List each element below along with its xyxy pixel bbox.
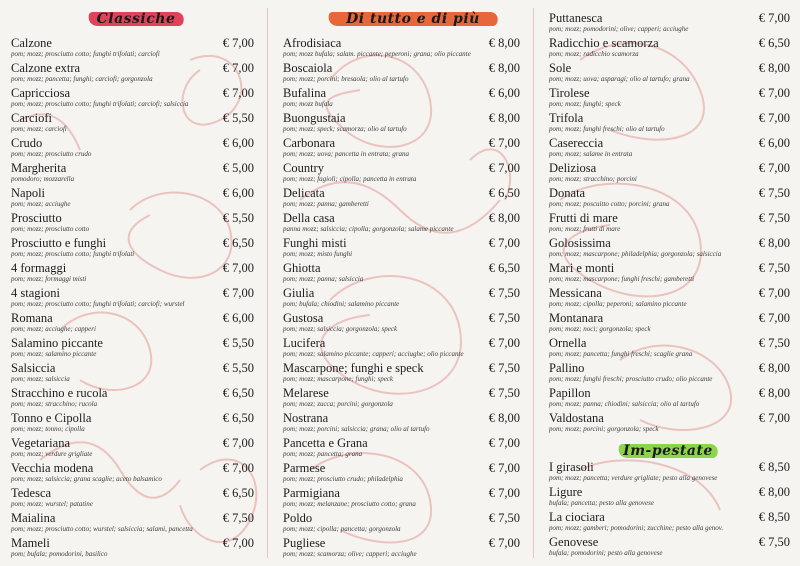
item-ingredients: pom; mozz; mascarpone; philadelphia; gorgonzola; salsiccia — [549, 250, 722, 258]
menu-item — [6, 61, 256, 86]
item-ingredients: pom; mozz; misto funghi — [283, 250, 353, 258]
item-price: € 5,50 — [222, 211, 254, 225]
item-name: Casereccia — [549, 136, 604, 150]
menu-item — [278, 211, 522, 236]
menu-item — [6, 136, 256, 161]
menu-item — [278, 386, 522, 411]
item-price: € 8,00 — [758, 236, 790, 250]
item-name: Puttanesca — [549, 11, 603, 25]
menu-item — [6, 186, 256, 211]
item-ingredients: pom; mozz; acciughe; capperi — [11, 325, 96, 333]
menu-item — [544, 161, 792, 186]
item-price: € 6,00 — [758, 136, 790, 150]
item-name: Ligure — [549, 485, 583, 499]
item-ingredients: pom; mozz; melanzane; prosciutto cotto; grana — [283, 500, 416, 508]
item-price: € 7,00 — [758, 411, 790, 425]
menu-item — [6, 211, 256, 236]
item-name: Deliziosa — [549, 161, 597, 175]
item-name: Afrodisiaca — [283, 36, 342, 50]
item-name: Bufalina — [283, 86, 327, 100]
item-price: € 7,50 — [758, 261, 790, 275]
column-divider — [533, 8, 534, 558]
impestate-header — [618, 440, 718, 462]
item-price: € 6,50 — [488, 261, 520, 275]
menu-item — [544, 311, 792, 336]
menu-item — [544, 485, 792, 510]
menu-item — [278, 261, 522, 286]
item-name: Boscaiola — [283, 61, 333, 75]
item-price: € 7,50 — [488, 361, 520, 375]
item-name: Napoli — [11, 186, 46, 200]
item-ingredients: pom; mozz bufala; salam. piccante; peperoni; grana; olio piccante — [283, 50, 471, 58]
column-divider — [267, 8, 268, 558]
item-price: € 8,00 — [488, 411, 520, 425]
item-ingredients: pom; mozz; prosciutto cotto; funghi trifolati; carciofi; salsiccia — [11, 100, 189, 108]
menu-item — [278, 111, 522, 136]
item-name: Papillon — [549, 386, 591, 400]
item-name: Carbonara — [283, 136, 336, 150]
item-ingredients: pom; mozz; radicchio scamorza — [549, 50, 639, 58]
menu-item — [544, 535, 792, 560]
item-name: 4 stagioni — [11, 286, 60, 300]
item-ingredients: pom; mozz; salamino piccante; capperi; acciughe; olio piccante — [283, 350, 464, 358]
item-name: Genovese — [549, 535, 599, 549]
item-price: € 5,00 — [222, 161, 254, 175]
item-ingredients: pom; mozz; pancetta; grana — [283, 450, 363, 458]
item-name: Prosciutto e funghi — [11, 236, 107, 250]
item-price: € 7,50 — [488, 286, 520, 300]
item-ingredients: pom; mozz; acciughe — [11, 200, 71, 208]
menu-item — [278, 286, 522, 311]
tutto-column — [278, 0, 522, 566]
item-ingredients: pom; mozz; panna; chiodini; salsiccia; olio al tartufo — [549, 400, 700, 408]
altre-column — [544, 0, 792, 566]
menu-item — [544, 261, 792, 286]
item-price: € 7,50 — [488, 511, 520, 525]
item-ingredients: pom; mozz; prosciutto cotto; funghi trifolati — [11, 250, 135, 258]
menu-item — [544, 211, 792, 236]
item-price: € 7,50 — [758, 186, 790, 200]
item-price: € 8,00 — [758, 485, 790, 499]
item-price: € 7,00 — [488, 486, 520, 500]
menu-item — [278, 36, 522, 61]
item-name: Delicata — [283, 186, 325, 200]
item-name: Poldo — [283, 511, 313, 525]
item-name: Funghi misti — [283, 236, 347, 250]
item-name: Della casa — [283, 211, 335, 225]
item-name: Valdostana — [549, 411, 604, 425]
altre-list — [544, 11, 792, 436]
item-ingredients: pom; mozz; pancetta; funghi; carciofi; gorgonzola — [11, 75, 153, 83]
item-price: € 8,50 — [758, 460, 790, 474]
item-name: Parmigiana — [283, 486, 340, 500]
item-name: Messicana — [549, 286, 602, 300]
item-price: € 7,00 — [488, 336, 520, 350]
classiche-header — [88, 8, 184, 30]
item-name: Mameli — [11, 536, 50, 550]
item-ingredients: pomodoro; mozzarella — [11, 175, 75, 183]
item-ingredients: pom; mozz; porcini; gorgonzola; speck — [549, 425, 659, 433]
item-name: 4 formaggi — [11, 261, 67, 275]
item-ingredients: bufala; pomodorini; pesto alla genovese — [549, 549, 663, 557]
item-name: Sole — [549, 61, 572, 75]
item-name: Crudo — [11, 136, 43, 150]
item-ingredients: pom; mozz; panna; salsiccia — [283, 275, 364, 283]
item-name: Pugliese — [283, 536, 326, 550]
item-name: Margherita — [11, 161, 67, 175]
item-name: Salamino piccante — [11, 336, 103, 350]
menu-item — [278, 536, 522, 561]
item-price: € 8,00 — [488, 36, 520, 50]
menu-item — [6, 511, 256, 536]
item-price: € 8,00 — [758, 361, 790, 375]
item-ingredients: pom; mozz; salsiccia; gorgonzola; speck — [283, 325, 398, 333]
item-price: € 6,00 — [222, 186, 254, 200]
item-ingredients: pom; mozz; verdure grigliate — [11, 450, 93, 458]
item-name: Montanara — [549, 311, 604, 325]
menu-item — [544, 136, 792, 161]
item-ingredients: pom; mozz; pancetta; verdure grigliate; pesto alla genovese — [549, 474, 718, 482]
item-name: Calzone extra — [11, 61, 81, 75]
item-name: Ghiotta — [283, 261, 321, 275]
item-ingredients: pom; mozz; salsiccia; grana scaglie; aceto balsamico — [11, 475, 162, 483]
menu-item — [544, 236, 792, 261]
menu-item — [6, 161, 256, 186]
item-price: € 6,50 — [222, 486, 254, 500]
menu-item — [278, 411, 522, 436]
menu-item — [278, 236, 522, 261]
item-ingredients: pom; mozz; pancetta; funghi freschi; scaglie grana — [549, 350, 693, 358]
item-ingredients: pom; mozz; salame in entrata — [549, 150, 633, 158]
item-name: Frutti di mare — [549, 211, 618, 225]
item-price: € 6,00 — [488, 86, 520, 100]
item-ingredients: pom; mozz; prosciutto cotto — [11, 225, 90, 233]
item-ingredients: pom; mozz; carciofi — [11, 125, 67, 133]
menu-item — [544, 510, 792, 535]
item-price: € 8,00 — [758, 386, 790, 400]
menu-item — [6, 386, 256, 411]
item-ingredients: pom; mozz; prosciutto cotto; funghi trifolati; carciofi — [11, 50, 160, 58]
menu-item — [6, 461, 256, 486]
item-ingredients: pom; mozz; panna; gamberetti — [283, 200, 369, 208]
item-price: € 6,50 — [222, 236, 254, 250]
menu-item — [278, 461, 522, 486]
item-ingredients: pom; mozz; prosciutto cotto; wurstel; salsiccia; salami, pancetta — [11, 525, 193, 533]
item-name: Romana — [11, 311, 53, 325]
menu-item — [278, 486, 522, 511]
item-ingredients: pom; mozz; stracchino; rucola — [11, 400, 98, 408]
item-ingredients: pom; mozz; prosciutto crudo; philadelphia — [283, 475, 403, 483]
item-price: € 8,00 — [488, 211, 520, 225]
item-ingredients: pom; mozz; speck; scamorza; olio al tartufo — [283, 125, 407, 133]
item-ingredients: pom; mozz; frutti di mare — [549, 225, 621, 233]
item-price: € 7,00 — [222, 436, 254, 450]
menu-item — [544, 460, 792, 485]
item-ingredients: pom; bufala; chiodini; salamino piccante — [283, 300, 400, 308]
item-ingredients: pom; mozz; funghi; speck — [549, 100, 621, 108]
item-name: Donata — [549, 186, 586, 200]
menu-item — [278, 436, 522, 461]
menu-item — [6, 436, 256, 461]
item-price: € 8,50 — [758, 510, 790, 524]
section-title: Di tutto e di più — [346, 11, 480, 27]
item-price: € 6,00 — [222, 136, 254, 150]
menu-item — [544, 11, 792, 36]
menu-item — [278, 161, 522, 186]
item-name: Salsiccia — [11, 361, 56, 375]
menu-item — [544, 86, 792, 111]
item-ingredients: pom; mozz; uova; asparagi; olio al tartufo; grana — [549, 75, 690, 83]
item-price: € 7,00 — [488, 436, 520, 450]
menu-item — [6, 236, 256, 261]
item-name: Pallino — [549, 361, 585, 375]
item-price: € 7,00 — [222, 86, 254, 100]
menu-item — [544, 61, 792, 86]
item-name: Prosciutto — [11, 211, 62, 225]
menu-item — [6, 36, 256, 61]
menu-item — [544, 386, 792, 411]
menu-item — [544, 361, 792, 386]
item-ingredients: pom; mozz; noci; gorgonzola; speck — [549, 325, 651, 333]
item-ingredients: pom; mozz; formaggi misti — [11, 275, 87, 283]
item-price: € 7,50 — [488, 311, 520, 325]
item-ingredients: pom; mozz; pomodorini; olive; capperi; acciughe — [549, 25, 689, 33]
item-price: € 7,00 — [222, 36, 254, 50]
item-price: € 7,00 — [758, 311, 790, 325]
item-ingredients: pom; mozz; uova; pancetta in entrata; grana — [283, 150, 409, 158]
item-ingredients: pom; mozz; wurstel; patatine — [11, 500, 93, 508]
classiche-list — [6, 36, 256, 561]
menu-item — [278, 186, 522, 211]
menu-item — [6, 286, 256, 311]
item-price: € 7,00 — [758, 111, 790, 125]
item-price: € 7,50 — [758, 211, 790, 225]
menu-item — [278, 136, 522, 161]
menu-item — [6, 411, 256, 436]
item-price: € 5,50 — [222, 336, 254, 350]
item-name: Buongustaia — [283, 111, 346, 125]
menu-item — [278, 61, 522, 86]
menu-item — [544, 286, 792, 311]
item-price: € 5,50 — [222, 361, 254, 375]
menu-item — [278, 311, 522, 336]
menu-item — [6, 311, 256, 336]
menu-item — [278, 336, 522, 361]
item-price: € 7,00 — [222, 286, 254, 300]
item-price: € 7,00 — [222, 261, 254, 275]
menu-item — [6, 486, 256, 511]
item-name: Maialina — [11, 511, 56, 525]
item-name: Country — [283, 161, 324, 175]
tutto-list — [278, 36, 522, 561]
item-ingredients: pom; mozz; cipolla; pancetta; gorgonzola — [283, 525, 401, 533]
item-price: € 6,50 — [758, 36, 790, 50]
menu-item — [278, 511, 522, 536]
item-price: € 7,00 — [222, 61, 254, 75]
item-name: Radicchio e scamorza — [549, 36, 659, 50]
item-price: € 6,50 — [222, 386, 254, 400]
item-name: La ciociara — [549, 510, 605, 524]
item-price: € 8,00 — [758, 61, 790, 75]
item-ingredients: pom; mozz; gamberi; pomodorini; zucchine; pesto alla genov. — [549, 524, 724, 532]
item-ingredients: pom; mozz; funghi freschi; prosciutto crudo; olio piccante — [549, 375, 713, 383]
item-ingredients: pom; mozz; scamorza; olive; capperi; acciughe — [283, 550, 417, 558]
item-name: Tedesca — [11, 486, 52, 500]
menu-item — [544, 411, 792, 436]
item-price: € 8,00 — [488, 111, 520, 125]
item-name: I girasoli — [549, 460, 594, 474]
item-name: Tirolese — [549, 86, 590, 100]
item-ingredients: bufala; pancetta; pesto alla genovese — [549, 499, 654, 507]
item-price: € 7,00 — [222, 536, 254, 550]
item-name: Stracchino e rucola — [11, 386, 108, 400]
item-name: Calzone — [11, 36, 52, 50]
item-price: € 7,00 — [488, 136, 520, 150]
item-ingredients: pom; mozz; salamino piccante — [11, 350, 97, 358]
item-price: € 7,00 — [758, 161, 790, 175]
item-ingredients: pom; mozz; funghi freschi; olio al tartufo — [549, 125, 665, 133]
classiche-column — [6, 0, 256, 566]
item-name: Gustosa — [283, 311, 324, 325]
item-name: Parmese — [283, 461, 326, 475]
item-name: Ornella — [549, 336, 587, 350]
item-ingredients: pom; mozz; porcini; bresaola; olio al tartufo — [283, 75, 409, 83]
menu-item — [278, 361, 522, 386]
item-price: € 7,00 — [488, 536, 520, 550]
item-price: € 6,50 — [222, 411, 254, 425]
item-name: Mascarpone; funghi e speck — [283, 361, 424, 375]
menu-item — [544, 111, 792, 136]
item-ingredients: pom; mozz; prosciutto cotto; funghi trifolati; carciofi; wurstel — [11, 300, 185, 308]
item-name: Mari e monti — [549, 261, 615, 275]
item-price: € 7,00 — [758, 86, 790, 100]
menu-item — [6, 361, 256, 386]
item-price: € 8,00 — [488, 61, 520, 75]
item-price: € 7,00 — [758, 11, 790, 25]
item-ingredients: pom; mozz; salsiccia — [11, 375, 70, 383]
tutto-header — [328, 8, 498, 30]
item-ingredients: pom; mozz; mascarpone; funghi; speck — [283, 375, 394, 383]
item-price: € 7,00 — [222, 461, 254, 475]
section-title: Im-pestate — [623, 443, 713, 459]
item-price: € 5,50 — [222, 111, 254, 125]
item-name: Lucifera — [283, 336, 326, 350]
menu-item — [544, 36, 792, 61]
item-name: Trifola — [549, 111, 584, 125]
item-ingredients: pom; mozz; cipolla; peperoni; salamino piccante — [549, 300, 687, 308]
item-ingredients: panna mozz; salsiccia; cipolla; gorgonzola; salame piccante — [283, 225, 454, 233]
item-price: € 7,50 — [488, 386, 520, 400]
item-price: € 7,00 — [758, 286, 790, 300]
item-price: € 7,00 — [488, 161, 520, 175]
item-name: Tonno e Cipolla — [11, 411, 92, 425]
item-ingredients: pom; mozz; prosciutto crudo — [11, 150, 92, 158]
item-price: € 7,00 — [488, 461, 520, 475]
item-ingredients: pom; mozz; zucca; porcini; gorgonzola — [283, 400, 393, 408]
item-price: € 7,50 — [222, 511, 254, 525]
item-price: € 7,50 — [758, 336, 790, 350]
impestate-list — [544, 460, 792, 560]
item-name: Vecchia modena — [11, 461, 94, 475]
item-name: Carciofi — [11, 111, 52, 125]
item-price: € 6,50 — [488, 186, 520, 200]
item-ingredients: pom; mozz; poscuitto cotto; porcini; grana — [549, 200, 670, 208]
menu-item — [6, 261, 256, 286]
item-ingredients: pom; mozz; tonno; cipolla — [11, 425, 85, 433]
menu-item — [544, 336, 792, 361]
menu-item — [6, 86, 256, 111]
item-name: Nostrana — [283, 411, 329, 425]
item-name: Melarese — [283, 386, 329, 400]
menu-item — [6, 111, 256, 136]
menu-item — [544, 186, 792, 211]
item-price: € 6,00 — [222, 311, 254, 325]
section-title: Classiche — [96, 11, 176, 27]
item-ingredients: pom; mozz; mascarpone; funghi freschi; gamberetti — [549, 275, 695, 283]
item-ingredients: pom; mozz; porcini; salsiccia; grana; olio al tartufo — [283, 425, 430, 433]
menu-item — [278, 86, 522, 111]
item-ingredients: pom; mozz; fagioli; cipolla; pancetta in entrata — [283, 175, 417, 183]
item-ingredients: pom; bufala; pomodorini, basilico — [11, 550, 108, 558]
item-price: € 7,00 — [488, 236, 520, 250]
item-ingredients: pom; mozz; stracchino; porcini — [549, 175, 637, 183]
item-ingredients: pom; mozz bufala — [283, 100, 333, 108]
menu-item — [6, 336, 256, 361]
item-name: Giulia — [283, 286, 315, 300]
item-name: Capricciosa — [11, 86, 71, 100]
menu-item — [6, 536, 256, 561]
item-price: € 7,50 — [758, 535, 790, 549]
item-name: Pancetta e Grana — [283, 436, 368, 450]
item-name: Vegetariana — [11, 436, 70, 450]
item-name: Golosissima — [549, 236, 611, 250]
